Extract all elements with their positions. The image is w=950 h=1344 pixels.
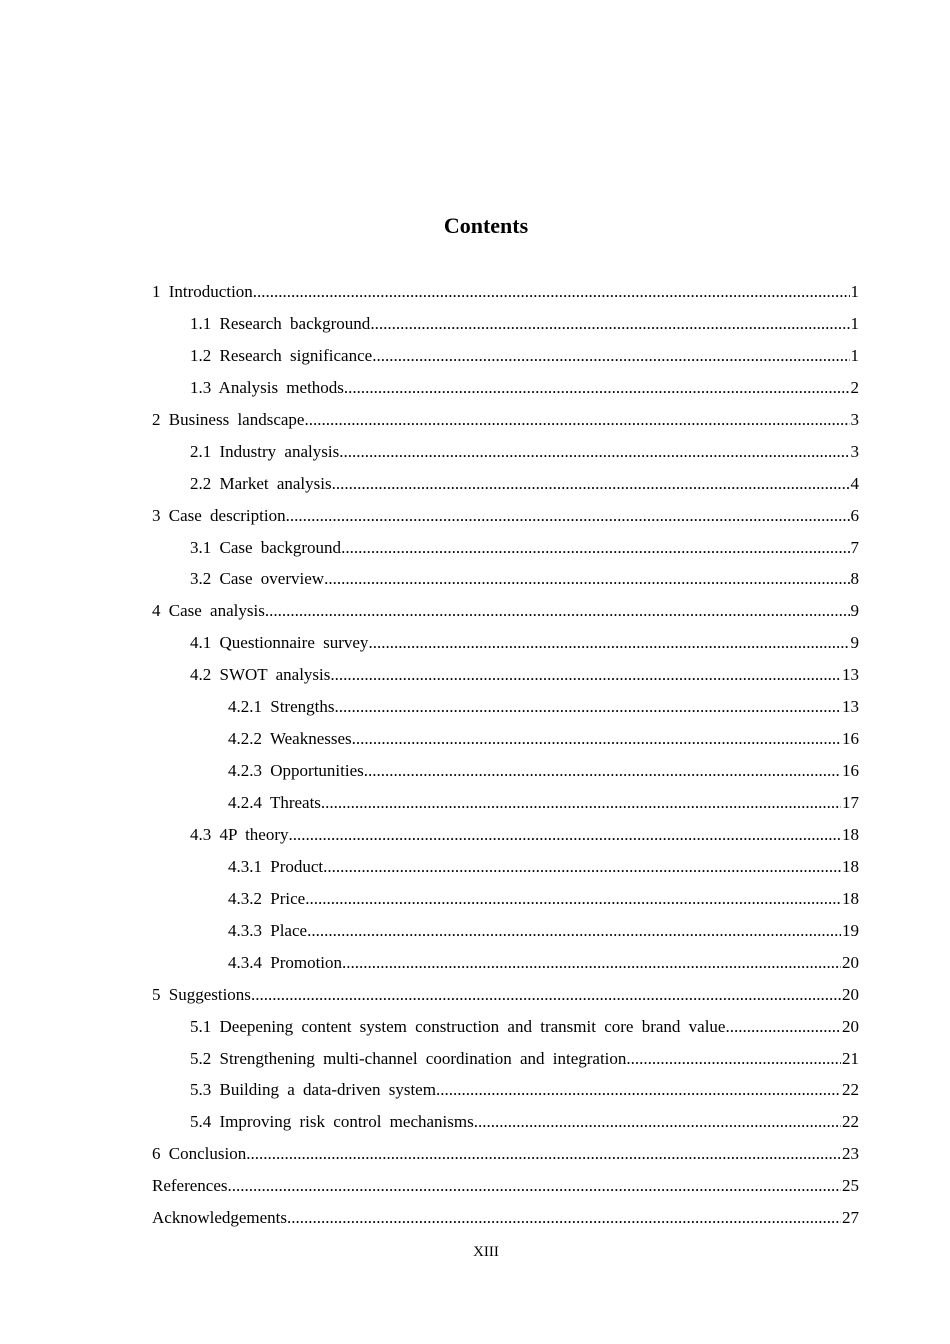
toc-entry-title: 4.2.4 Threats (228, 793, 321, 812)
dot-leader (725, 1015, 841, 1039)
toc-entry-page: 23 (842, 1144, 859, 1164)
toc-entry-title: 4.3.3 Place (228, 920, 308, 940)
dot-leader (305, 887, 841, 911)
toc-entry-title: 1.3 Analysis methods (190, 377, 344, 397)
dot-leader (372, 344, 849, 368)
toc-entry[interactable] (152, 280, 859, 312)
dot-leader (626, 1047, 841, 1071)
toc-entry[interactable] (152, 440, 859, 472)
toc-entry[interactable] (152, 919, 859, 951)
dot-leader (334, 695, 841, 719)
dot-leader (332, 472, 850, 496)
dot-leader (474, 1110, 841, 1134)
toc-entry-page: 4 (850, 473, 859, 493)
toc-entry-page: 13 (842, 697, 859, 717)
toc-entry-title: 4.2.2 Weaknesses (228, 729, 352, 749)
dot-leader (265, 599, 850, 623)
toc-entry-page: 20 (842, 1016, 859, 1036)
toc-entry-title: Acknowledgements (152, 1208, 288, 1228)
toc-entry-page: 9 (850, 601, 859, 621)
toc-entry-title: 4.3.4 Promotion (228, 952, 343, 972)
toc-entry-title: 4.1 Questionnaire survey (190, 633, 369, 653)
dot-leader (324, 567, 849, 591)
dot-leader (287, 1206, 841, 1230)
toc-entry-title: 4.2.3 Opportunities (228, 761, 364, 781)
toc-entry-page: 18 (842, 856, 859, 876)
toc-entry-page: 18 (842, 888, 859, 908)
dot-leader (307, 919, 841, 943)
dot-leader (352, 727, 841, 751)
dot-leader (289, 823, 841, 847)
page-title: Contents (443, 213, 529, 238)
toc-entry[interactable] (152, 759, 859, 791)
toc-entry[interactable] (152, 472, 859, 504)
toc-entry-title: 5.3 Building a data-driven system (190, 1080, 436, 1100)
toc-entry[interactable] (152, 504, 859, 536)
toc-entry[interactable] (152, 887, 859, 919)
dot-leader (304, 408, 849, 432)
toc-entry-page: 21 (842, 1048, 859, 1068)
dot-leader (323, 855, 841, 879)
page-number: XIII (473, 1244, 499, 1260)
toc-entry-page: 20 (842, 984, 859, 1004)
toc-entry[interactable] (152, 1110, 859, 1142)
dot-leader (339, 440, 849, 464)
toc-entry-title: 4 Case analysis (152, 601, 265, 621)
toc-entry-page: 16 (842, 729, 859, 749)
dot-leader (253, 280, 850, 304)
toc-entry-page: 25 (842, 1176, 859, 1196)
toc-entry-title: 4.3.1 Product (228, 856, 324, 876)
dot-leader (341, 536, 849, 560)
dot-leader (344, 376, 850, 400)
toc-entry-title: 4.3.2 Price (228, 888, 306, 908)
toc-entry-page: 8 (850, 569, 859, 589)
toc-entry-title: 6 Conclusion (152, 1144, 247, 1164)
toc-entry[interactable] (152, 599, 859, 631)
toc-entry-title: References (152, 1176, 228, 1196)
toc-entry-title: 4.2 SWOT analysis (190, 665, 331, 685)
table-of-contents (152, 280, 859, 1238)
toc-entry[interactable] (152, 536, 859, 568)
toc-entry-page: 19 (842, 920, 859, 940)
toc-entry-page: 7 (850, 537, 859, 557)
dot-leader (370, 312, 849, 336)
toc-entry-page: 2 (850, 377, 859, 397)
toc-entry[interactable] (152, 344, 859, 376)
toc-entry-page: 20 (842, 952, 859, 972)
toc-entry[interactable] (152, 567, 859, 599)
toc-entry-page: 17 (842, 793, 859, 812)
toc-entry[interactable] (152, 312, 859, 344)
toc-entry[interactable] (152, 951, 859, 983)
toc-entry-title: 2.2 Market analysis (190, 473, 332, 493)
dot-leader (342, 951, 841, 975)
toc-entry[interactable] (152, 1047, 859, 1079)
toc-entry-page: 18 (842, 824, 859, 844)
dot-leader (228, 1174, 841, 1198)
toc-entry-title: 5 Suggestions (152, 984, 251, 1004)
toc-entry[interactable] (152, 983, 859, 1015)
toc-entry-page: 22 (842, 1112, 859, 1132)
toc-entry[interactable] (152, 376, 859, 408)
dot-leader (246, 1142, 841, 1166)
toc-entry-title: 5.2 Strengthening multi-channel coordination and integration (190, 1048, 627, 1068)
dot-leader (286, 504, 850, 528)
toc-entry[interactable] (152, 695, 859, 727)
toc-entry-title: 4.2.1 Strengths (228, 697, 335, 717)
dot-leader (364, 759, 841, 783)
dot-leader (330, 663, 841, 687)
toc-entry-title: 3.2 Case overview (190, 569, 325, 589)
toc-entry[interactable] (152, 663, 859, 695)
toc-entry-title: 1.1 Research background (190, 313, 371, 333)
toc-entry-title: 3 Case description (152, 505, 286, 525)
toc-entry[interactable] (152, 791, 859, 823)
toc-entry-page: 9 (850, 633, 859, 653)
toc-entry[interactable] (152, 823, 859, 855)
toc-entry-page: 27 (842, 1208, 859, 1228)
toc-entry-title: 5.4 Improving risk control mechanisms (190, 1112, 474, 1132)
toc-entry-page: 1 (850, 345, 859, 365)
toc-entry-title: 3.1 Case background (190, 537, 342, 557)
toc-entry-title: 1.2 Research significance (190, 345, 373, 365)
toc-entry-page: 3 (850, 409, 859, 429)
toc-entry[interactable] (152, 408, 859, 440)
toc-entry[interactable] (152, 1142, 859, 1174)
dot-leader (321, 791, 841, 815)
toc-entry-page: 16 (842, 761, 859, 781)
toc-entry-page: 6 (850, 505, 859, 525)
toc-entry[interactable] (152, 855, 859, 887)
toc-entry[interactable] (152, 1015, 859, 1047)
toc-entry-title: 2.1 Industry analysis (190, 441, 340, 461)
toc-entry-page: 22 (842, 1080, 859, 1100)
dot-leader (368, 631, 849, 655)
toc-entry-page: 3 (850, 441, 859, 461)
toc-entry-page: 1 (850, 282, 859, 301)
toc-entry[interactable] (152, 631, 859, 663)
toc-entry-page: 1 (850, 313, 859, 333)
toc-entry-title: 2 Business landscape (152, 409, 305, 429)
toc-entry-title: 1 Introduction (152, 282, 253, 301)
toc-entry[interactable] (152, 1206, 859, 1238)
dot-leader (436, 1078, 841, 1102)
toc-entry[interactable] (152, 727, 859, 759)
toc-entry[interactable] (152, 1078, 859, 1110)
dot-leader (251, 983, 841, 1007)
toc-entry-page: 13 (842, 665, 859, 685)
toc-entry-title: 5.1 Deepening content system construction and transmit core brand value (190, 1016, 726, 1036)
toc-entry[interactable] (152, 1174, 859, 1206)
toc-entry-title: 4.3 4P theory (190, 824, 289, 844)
